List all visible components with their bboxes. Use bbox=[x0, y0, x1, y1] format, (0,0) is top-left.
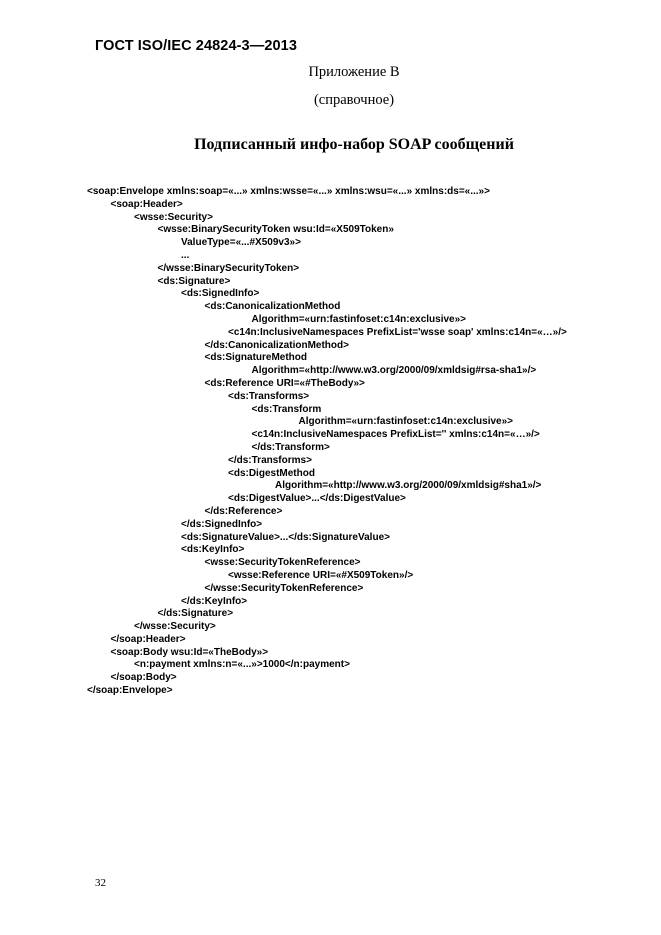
code-line: <c14n:InclusiveNamespaces PrefixList='' xmlns:c14n=«…»/> bbox=[251, 429, 540, 441]
code-line: </ds:CanonicalizationMethod> bbox=[204, 339, 349, 351]
code-line: <soap:Envelope xmlns:soap=«...» xmlns:wsse=«...» xmlns:wsu=«...» xmlns:ds=«...»> bbox=[87, 186, 490, 197]
code-line: <wsse:Security> bbox=[134, 211, 213, 223]
code-line: <ds:Transforms> bbox=[228, 390, 310, 402]
code-line: </soap:Body> bbox=[110, 672, 177, 684]
code-line: <soap:Header> bbox=[110, 198, 183, 210]
code-line: </soap:Header> bbox=[110, 633, 186, 645]
code-line: </wsse:BinarySecurityToken> bbox=[157, 262, 300, 274]
code-line: Algorithm=«http://www.w3.org/2000/09/xmldsig#sha1»/> bbox=[275, 480, 542, 492]
code-line: <c14n:InclusiveNamespaces PrefixList='wsse soap' xmlns:c14n=«…»/> bbox=[228, 326, 567, 338]
standard-code: ГОСТ ISO/IEC 24824-3—2013 bbox=[95, 38, 297, 54]
appendix-type: (справочное) bbox=[313, 92, 395, 108]
code-line: </wsse:SecurityTokenReference> bbox=[204, 582, 364, 594]
code-line: </ds:KeyInfo> bbox=[181, 595, 248, 607]
code-line: <soap:Body wsu:Id=«TheBody»> bbox=[110, 646, 269, 658]
code-line: <ds:DigestValue>...</ds:DigestValue> bbox=[228, 493, 406, 505]
code-line: <ds:Signature> bbox=[157, 275, 231, 287]
code-line: Algorithm=«urn:fastinfoset:c14n:exclusive»> bbox=[298, 416, 514, 428]
page-title: Подписанный инфо-набор SOAP сообщений bbox=[194, 136, 514, 153]
code-line: <ds:Transform bbox=[251, 403, 322, 415]
code-line: ... bbox=[181, 249, 190, 261]
code-line: <ds:SignatureValue>...</ds:SignatureValue> bbox=[181, 531, 390, 543]
code-line: <ds:KeyInfo> bbox=[181, 544, 245, 556]
code-line: ValueType=«...#X509v3»> bbox=[181, 237, 301, 249]
code-line: Algorithm=«urn:fastinfoset:c14n:exclusive»> bbox=[251, 313, 467, 325]
code-line: </ds:SignedInfo> bbox=[181, 518, 263, 530]
appendix-title: Приложение В bbox=[308, 64, 400, 80]
code-line: </ds:Transform> bbox=[251, 441, 330, 453]
code-line: </ds:Transforms> bbox=[228, 454, 312, 466]
code-line: <ds:SignatureMethod bbox=[204, 352, 308, 364]
code-line: <ds:Reference URI=«#TheBody»> bbox=[204, 377, 365, 389]
code-line: </ds:Signature> bbox=[157, 608, 234, 620]
code-line: Algorithm=«http://www.w3.org/2000/09/xmldsig#rsa-sha1»/> bbox=[251, 365, 537, 377]
code-line: <wsse:SecurityTokenReference> bbox=[204, 557, 361, 569]
xml-code-listing bbox=[87, 186, 647, 698]
code-line: </wsse:Security> bbox=[134, 621, 216, 633]
code-line: <n:payment xmlns:n=«...»>1000</n:payment> bbox=[134, 659, 350, 671]
code-line: <ds:SignedInfo> bbox=[181, 288, 260, 300]
code-line: </ds:Reference> bbox=[204, 505, 283, 517]
code-line: </soap:Envelope> bbox=[87, 685, 173, 697]
code-line: <wsse:Reference URI=«#X509Token»/> bbox=[228, 569, 414, 581]
code-line: <ds:CanonicalizationMethod bbox=[204, 301, 341, 313]
code-line: <wsse:BinarySecurityToken wsu:Id=«X509Token» bbox=[157, 224, 394, 236]
page-number: 32 bbox=[95, 877, 106, 889]
code-line: <ds:DigestMethod bbox=[228, 467, 315, 479]
